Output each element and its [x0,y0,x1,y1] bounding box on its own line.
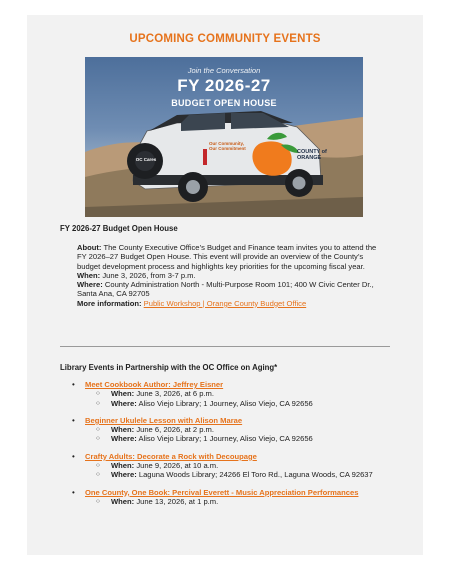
where-label: Where: [111,398,137,408]
when-label: When: [77,270,101,280]
list-item [63,452,383,480]
sub-bullet: ○ [96,462,100,470]
about-text: The County Executive Office’s Budget and Finance team invites you to attend the FY 2026–27 Budget Open House. This event will provide an overview of the County’s budget development process and highlights key priorities for the upcoming fiscal year. [77,243,377,271]
event-details [85,497,383,506]
list-item [63,380,383,408]
budget-event-details [77,243,387,308]
when-line [77,271,387,280]
event-link-ukulele[interactable]: Beginner Ukulele Lesson with Alison Marae [85,415,243,425]
sub-bullet: ○ [96,471,100,479]
where-label: Where: [111,434,137,444]
more-info-line [77,299,387,308]
sub-bullet: ○ [96,435,100,443]
sub-bullet: ○ [96,399,100,407]
when-label: When: [111,496,135,506]
about-paragraph [77,243,387,271]
hero-tagline: Join the Conversation [187,66,261,75]
when-label: When: [111,461,135,471]
sub-bullet: ○ [96,497,100,505]
when-text: June 3, 2026, at 6 p.m. [134,389,214,399]
where-line [85,434,383,443]
bullet: • [72,380,75,389]
sub-bullet: ○ [96,390,100,398]
library-events-list [63,380,383,514]
section-heading: UPCOMING COMMUNITY EVENTS [129,33,321,45]
where-text: County Administration North - Multi-Purpose Room 101; 400 W Civic Center Dr., Santa Ana, CA 92705 [77,280,374,299]
when-label: When: [111,425,135,435]
newsletter-card [27,15,423,555]
budget-office-link[interactable]: Public Workshop | Orange County Budget Office [143,298,307,308]
vehicle-text: Our Community, Our Commitment [209,141,246,151]
where-line [85,399,383,408]
bullet: • [72,487,75,497]
list-item [63,488,383,507]
hero-image [85,57,363,217]
bullet: • [72,451,75,461]
list-item [63,416,383,444]
where-line [77,280,387,299]
when-line [85,461,383,470]
when-line [85,389,383,398]
vehicle-logo-text: COUNTY of ORANGE [297,149,327,161]
bullet: • [72,415,75,425]
when-text: June 3, 2026, from 3-7 p.m. [100,270,196,280]
event-link-cookbook[interactable]: Meet Cookbook Author: Jeffrey Eisner [85,380,224,389]
event-details [85,425,383,444]
event-details [85,461,383,480]
when-line [85,425,383,434]
hero-subtitle: BUDGET OPEN HOUSE [171,98,277,108]
when-text: June 6, 2026, at 2 p.m. [134,425,214,435]
where-line [85,470,383,479]
when-label: When: [111,389,135,399]
event-link-crafty-adults[interactable]: Crafty Adults: Decorate a Rock with Decoupage [85,451,257,461]
where-text: Aliso Viejo Library; 1 Journey, Aliso Viejo, CA 92656 [136,434,313,444]
section-divider [60,346,390,347]
event-details [85,389,383,408]
where-text: Laguna Woods Library; 24266 El Toro Rd., Laguna Woods, CA 92637 [136,470,373,480]
when-text: June 9, 2026, at 10 a.m. [134,461,219,471]
when-line [85,497,383,506]
library-section-title: Library Events in Partnership with the OC Office on Aging* [60,363,278,372]
budget-event-title: FY 2026-27 Budget Open House [60,224,178,233]
where-label: Where: [77,280,103,290]
when-text: June 13, 2026, at 1 p.m. [134,496,219,506]
where-text: Aliso Viejo Library; 1 Journey, Aliso Viejo, CA 92656 [136,398,313,408]
sub-bullet: ○ [96,426,100,434]
tire-cover-text: OC Cares [135,157,157,162]
about-label: About: [77,243,102,252]
more-info-label: More information: [77,298,142,308]
where-label: Where: [111,470,137,480]
hero-title: FY 2026-27 [177,76,271,95]
event-link-one-county-one-book[interactable]: One County, One Book: Percival Everett - Music Appreciation Performances [85,487,359,497]
